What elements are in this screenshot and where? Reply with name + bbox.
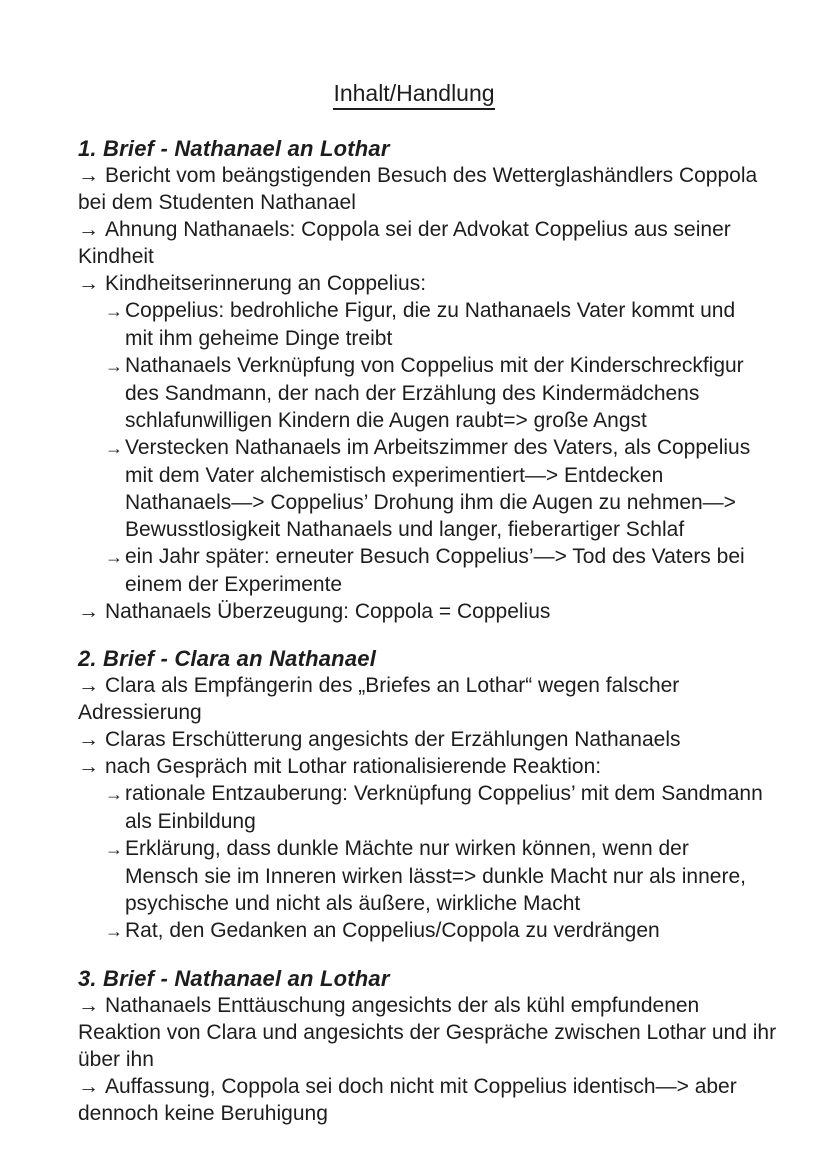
document-body (0, 110, 828, 1127)
arrow-bullet-icon: → (105, 301, 123, 321)
text-line (78, 598, 790, 625)
arrow-bullet-icon: → (78, 164, 99, 187)
bullet-text: Verstecken Nathanaels im Arbeitszimmer des Vaters, als Coppelius (125, 436, 751, 459)
arrow-bullet-icon: → (78, 218, 99, 241)
text-line: Mensch sie im Inneren wirken lässt=> dunkle Macht nur als innere, (125, 865, 746, 888)
text-line (78, 672, 790, 699)
section-2 (78, 645, 790, 945)
text-line (78, 726, 790, 753)
bullet-item (78, 598, 790, 625)
text-line: dennoch keine Beruhigung (78, 1102, 328, 1125)
text-line: als Einbildung (125, 810, 256, 833)
bullet-item (78, 162, 790, 216)
text-line: Nathanaels—> Coppelius’ Drohung ihm die Augen zu nehmen—> (125, 491, 736, 514)
arrow-bullet-icon: → (105, 921, 123, 941)
text-line (78, 1073, 790, 1100)
text-line (105, 297, 790, 325)
bullet-item (105, 543, 790, 598)
text-line (105, 780, 790, 808)
arrow-bullet-icon: → (105, 438, 123, 458)
text-line: Reaktion von Clara und angesichts der Gespräche zwischen Lothar und ihr (78, 1021, 777, 1044)
bullet-text: Clara als Empfängerin des „Briefes an Lothar“ wegen falscher (105, 674, 680, 697)
text-line (78, 216, 790, 243)
bullet-item (78, 992, 790, 1073)
bullet-item (105, 917, 790, 945)
arrow-bullet-icon: → (78, 994, 99, 1017)
bullet-text: Ahnung Nathanaels: Coppola sei der Advokat Coppelius aus seiner (105, 218, 731, 241)
page-title-text: Inhalt/Handlung (333, 79, 494, 110)
bullet-item (78, 270, 790, 297)
text-line (78, 162, 790, 189)
text-line: Kindheit (78, 245, 154, 268)
arrow-bullet-icon: → (105, 784, 123, 804)
text-line (78, 270, 790, 297)
page-title (0, 79, 828, 110)
text-line: Adressierung (78, 701, 202, 724)
bullet-text: Coppelius: bedrohliche Figur, die zu Nathanaels Vater kommt und (125, 299, 736, 322)
text-line: über ihn (78, 1048, 154, 1071)
arrow-bullet-icon: → (78, 728, 99, 751)
bullet-item (105, 297, 790, 352)
bullet-text: nach Gespräch mit Lothar rationalisierende Reaktion: (105, 755, 602, 778)
text-line: einem der Experimente (125, 573, 343, 596)
text-line (78, 992, 790, 1019)
section-3 (78, 965, 790, 1127)
section-1 (78, 135, 790, 625)
bullet-text: Claras Erschütterung angesichts der Erzählungen Nathanaels (105, 728, 681, 751)
bullet-text: Nathanaels Enttäuschung angesichts der als kühl empfundenen (105, 994, 700, 1017)
bullet-text: Nathanaels Überzeugung: Coppola = Coppelius (105, 600, 551, 623)
bullet-item (105, 835, 790, 917)
bullet-item (78, 672, 790, 726)
arrow-bullet-icon: → (105, 839, 123, 859)
arrow-bullet-icon: → (78, 1075, 99, 1098)
text-line: mit dem Vater alchemistisch experimentiert—> Entdecken (125, 464, 664, 487)
bullet-item (105, 352, 790, 434)
section-heading: 1. Brief - Nathanael an Lothar (78, 136, 390, 161)
arrow-bullet-icon: → (78, 600, 99, 623)
bullet-item (105, 434, 790, 543)
text-line: schlafunwilligen Kindern die Augen raubt=> große Angst (125, 409, 647, 432)
text-line: mit ihm geheime Dinge treibt (125, 327, 393, 350)
bullet-text: Nathanaels Verknüpfung von Coppelius mit der Kinderschreckfigur (125, 354, 744, 377)
arrow-bullet-icon: → (78, 755, 99, 778)
section-heading: 2. Brief - Clara an Nathanael (78, 646, 377, 671)
bullet-item (78, 1073, 790, 1127)
bullet-item (78, 216, 790, 270)
text-line (78, 753, 790, 780)
text-line (105, 835, 790, 863)
section-heading: 3. Brief - Nathanael an Lothar (78, 966, 390, 991)
text-line (105, 352, 790, 380)
bullet-text: Bericht vom beängstigenden Besuch des Wetterglashändlers Coppola (105, 164, 758, 187)
bullet-text: Rat, den Gedanken an Coppelius/Coppola zu verdrängen (125, 919, 660, 942)
arrow-bullet-icon: → (78, 272, 99, 295)
bullet-text: ein Jahr später: erneuter Besuch Coppelius’—> Tod des Vaters bei (125, 545, 745, 568)
text-line (105, 434, 790, 462)
bullet-item (105, 780, 790, 835)
bullet-item (78, 726, 790, 753)
text-line (105, 917, 790, 945)
bullet-text: Auffassung, Coppola sei doch nicht mit Coppelius identisch—> aber (105, 1075, 737, 1098)
bullet-text: Kindheitserinnerung an Coppelius: (105, 272, 427, 295)
bullet-text: Erklärung, dass dunkle Mächte nur wirken können, wenn der (125, 837, 689, 860)
arrow-bullet-icon: → (78, 674, 99, 697)
arrow-bullet-icon: → (105, 356, 123, 376)
arrow-bullet-icon: → (105, 547, 123, 567)
bullet-text: rationale Entzauberung: Verknüpfung Coppelius’ mit dem Sandmann (125, 782, 763, 805)
text-line (105, 543, 790, 571)
text-line: psychische und nicht als äußere, wirkliche Macht (125, 892, 581, 915)
bullet-item (78, 753, 790, 780)
text-line: bei dem Studenten Nathanael (78, 191, 356, 214)
text-line: des Sandmann, der nach der Erzählung des Kindermädchens (125, 382, 700, 405)
text-line: Bewusstlosigkeit Nathanaels und langer, fieberartiger Schlaf (125, 518, 685, 541)
